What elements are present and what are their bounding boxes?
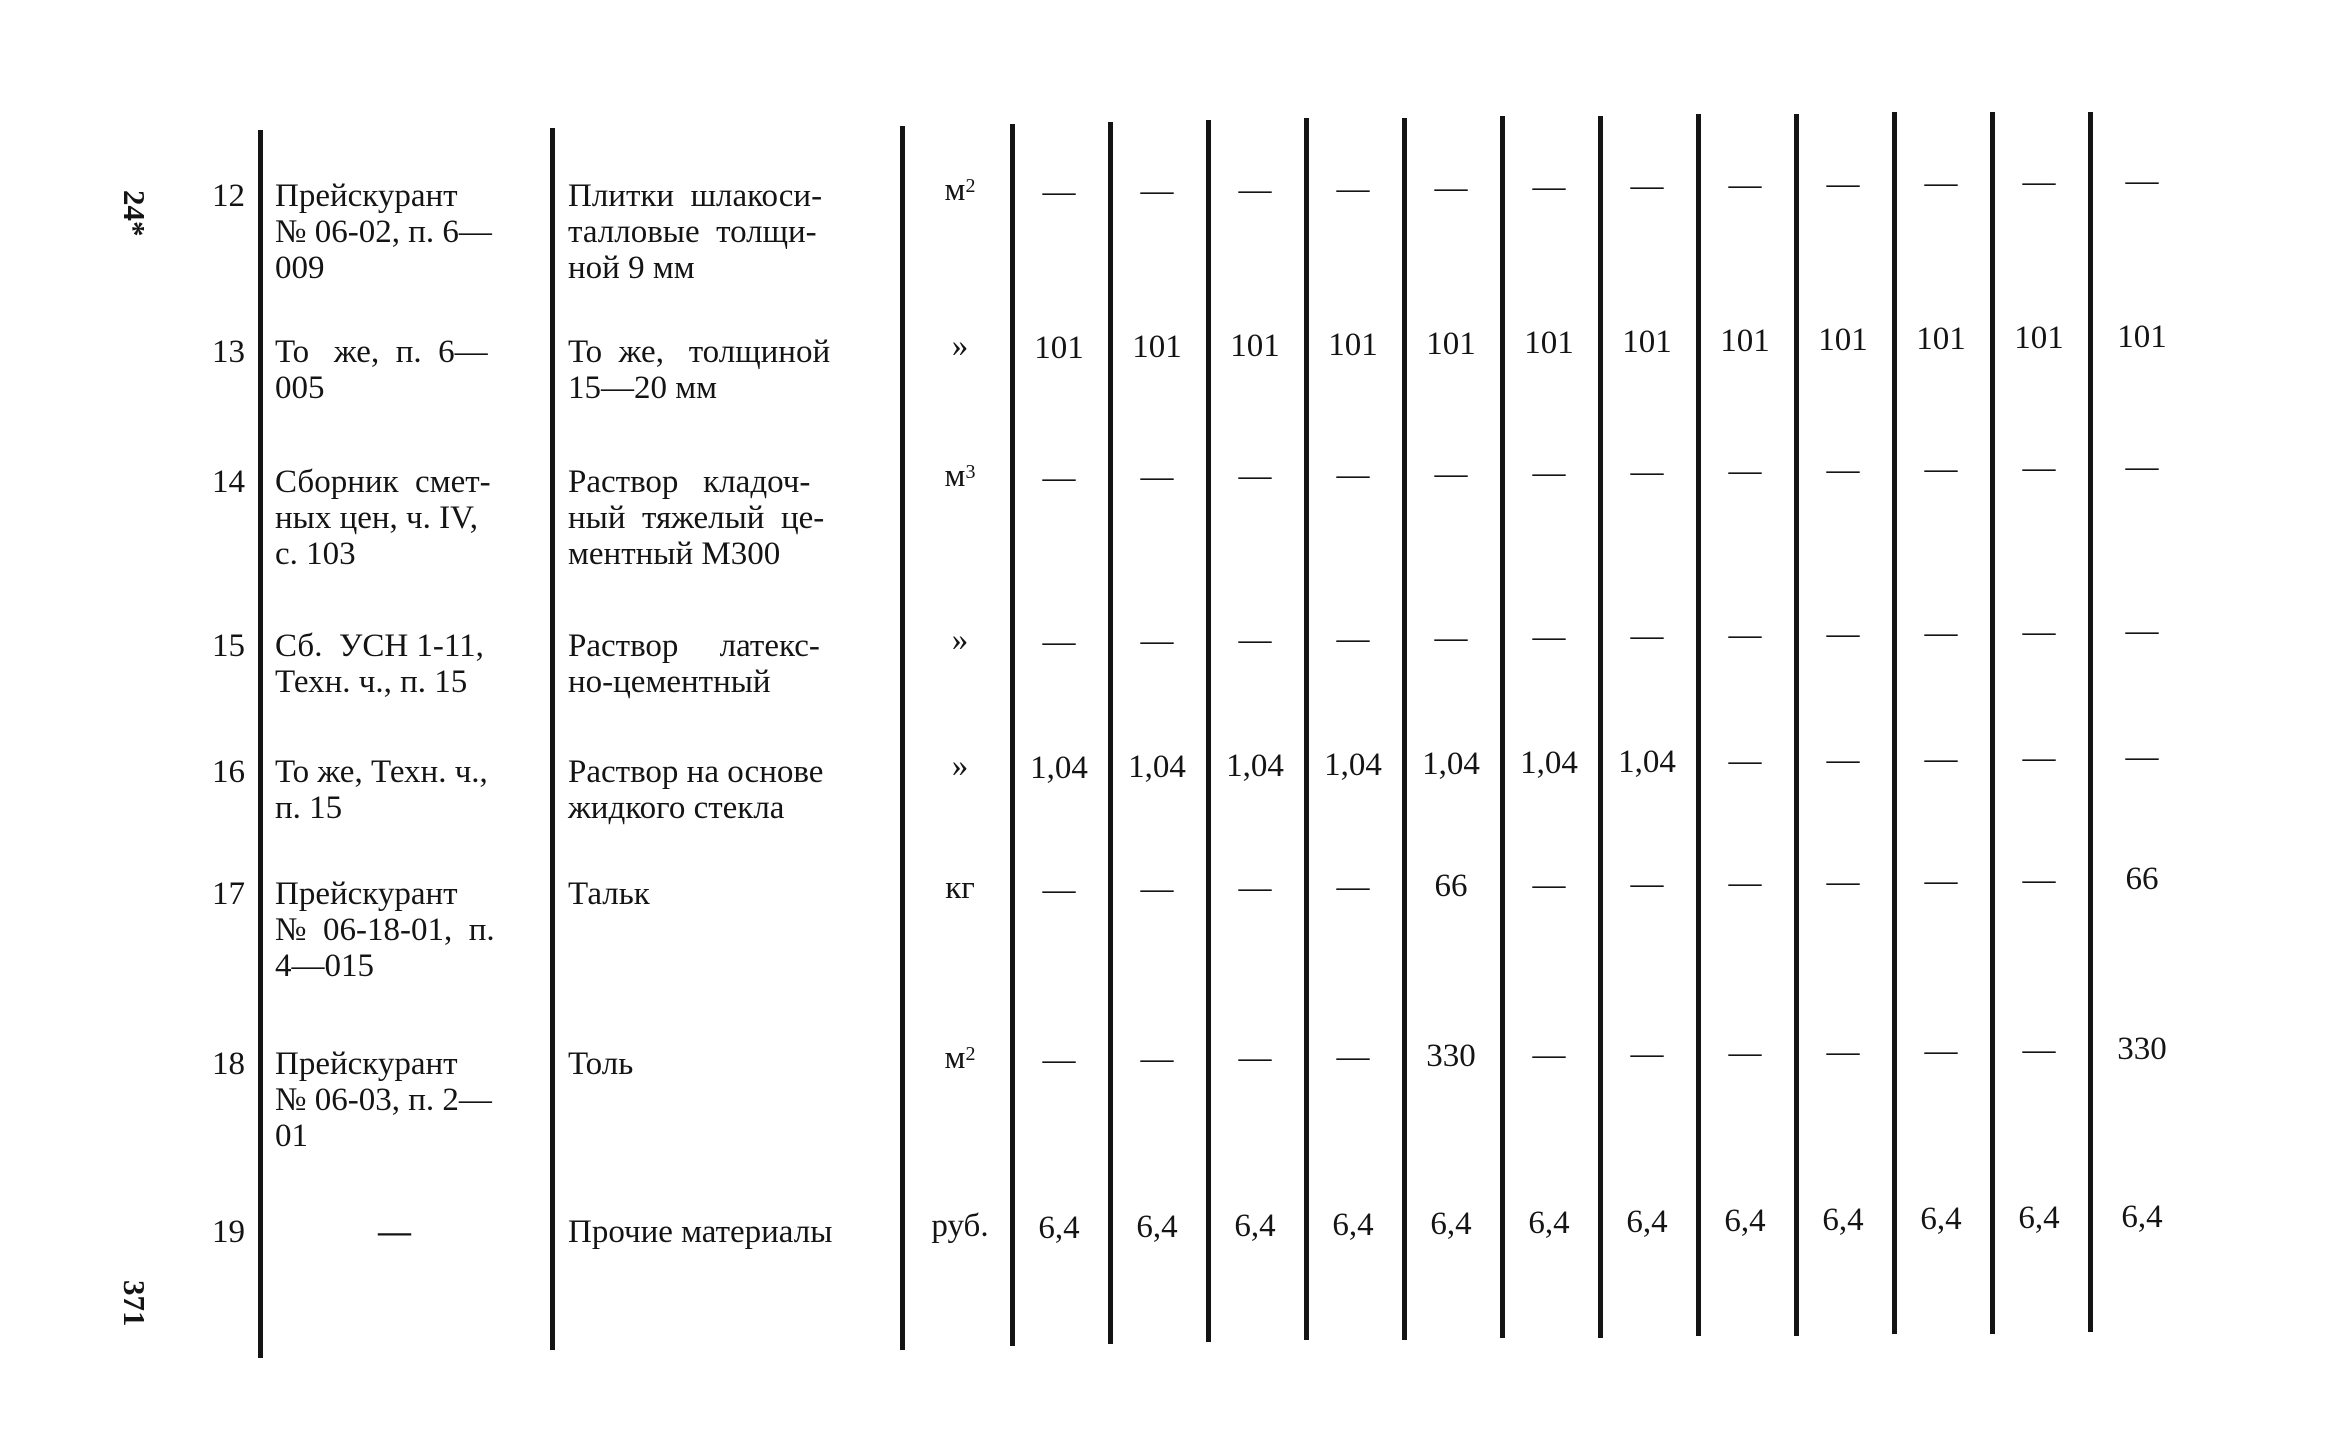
column-rule <box>1108 122 1113 1344</box>
row-value-cell: — <box>1924 1033 1958 1069</box>
row-value-cell: 101 <box>1622 324 1672 360</box>
row-value-cell: 6,4 <box>1920 1201 1962 1237</box>
row-value-cell: 101 <box>1132 329 1182 365</box>
row-name-line: Раствор на основе <box>568 754 824 790</box>
margin-mark-top: 24* <box>117 190 152 237</box>
row-unit: кг <box>945 870 975 906</box>
row-value-cell: — <box>1924 741 1958 777</box>
row-source-line: Прейскурант <box>275 1046 458 1082</box>
row-value-cell: — <box>1826 864 1860 900</box>
row-value-cell: — <box>1532 169 1566 205</box>
row-number: 15 <box>212 628 245 664</box>
row-value-cell: — <box>1826 452 1860 488</box>
row-value-cell: — <box>1140 459 1174 495</box>
row-value-cell: — <box>1238 622 1272 658</box>
row-value-cell: — <box>1042 1042 1076 1078</box>
row-value-cell: — <box>2125 739 2159 775</box>
margin-mark-bottom: 371 <box>117 1280 152 1327</box>
row-value-cell: — <box>1532 619 1566 655</box>
row-value-cell: — <box>1728 167 1762 203</box>
column-rule <box>1500 116 1505 1338</box>
row-value-cell: — <box>1728 453 1762 489</box>
row-source-line: Сборник смет- <box>275 464 491 500</box>
row-value-cell: 330 <box>1426 1038 1476 1074</box>
row-source-line: 009 <box>275 250 325 286</box>
row-value-cell: 101 <box>1034 330 1084 366</box>
row-value-cell: — <box>1630 618 1664 654</box>
row-value-cell: — <box>2125 613 2159 649</box>
row-value-cell: — <box>1630 1036 1664 1072</box>
row-value-cell: — <box>2022 1032 2056 1068</box>
row-value-cell: — <box>1532 455 1566 491</box>
row-value-cell: 330 <box>2117 1031 2167 1067</box>
column-rule <box>550 128 555 1350</box>
row-name-line: ментный М300 <box>568 536 781 572</box>
row-unit: » <box>951 748 969 784</box>
row-value-cell: — <box>1336 171 1370 207</box>
row-value-cell: — <box>1532 1037 1566 1073</box>
row-source-line: — <box>378 1214 411 1250</box>
row-number: 16 <box>212 754 245 790</box>
row-value-cell: 6,4 <box>1136 1209 1178 1245</box>
row-value-cell: 6,4 <box>2121 1199 2163 1235</box>
column-rule <box>1598 116 1603 1338</box>
column-rule <box>1402 118 1407 1340</box>
row-number: 12 <box>212 178 245 214</box>
row-value-cell: — <box>2125 449 2159 485</box>
row-unit: » <box>951 328 969 364</box>
row-source-line: ных цен, ч. IV, <box>275 500 478 536</box>
row-value-cell: 1,04 <box>1226 748 1284 784</box>
row-source-line: 005 <box>275 370 325 406</box>
row-unit: $м^2$ <box>944 172 976 208</box>
row-value-cell: — <box>1336 869 1370 905</box>
row-value-cell: 66 <box>2125 861 2159 897</box>
row-name-line: Раствор кладоч- <box>568 464 811 500</box>
row-name-line: жидкого стекла <box>568 790 785 826</box>
row-number: 17 <box>212 876 245 912</box>
row-value-cell: — <box>2022 164 2056 200</box>
row-value-cell: 6,4 <box>1528 1205 1570 1241</box>
row-number: 19 <box>212 1214 245 1250</box>
row-name-line: Тальк <box>568 876 650 912</box>
row-unit: $м^2$ <box>944 1040 976 1076</box>
row-value-cell: 101 <box>1916 321 1966 357</box>
row-name-line: 15—20 мм <box>568 370 718 406</box>
row-value-cell: 1,04 <box>1324 747 1382 783</box>
row-unit: » <box>951 622 969 658</box>
row-value-cell: — <box>1630 454 1664 490</box>
row-unit: $м^3$ <box>944 458 976 494</box>
row-value-cell: — <box>1630 866 1664 902</box>
row-name-line: ной 9 мм <box>568 250 695 286</box>
row-source-line: 01 <box>275 1118 308 1154</box>
row-name-line: ный тяжелый це- <box>568 500 825 536</box>
row-value-cell: 101 <box>1230 328 1280 364</box>
column-rule <box>1304 118 1309 1340</box>
row-number: 13 <box>212 334 245 370</box>
row-source-line: Прейскурант <box>275 178 458 214</box>
row-value-cell: — <box>1140 1041 1174 1077</box>
row-value-cell: 1,04 <box>1422 746 1480 782</box>
row-value-cell: — <box>1140 871 1174 907</box>
row-value-cell: 101 <box>1524 325 1574 361</box>
row-value-cell: 101 <box>1328 327 1378 363</box>
row-value-cell: — <box>1924 451 1958 487</box>
column-rule <box>1696 114 1701 1336</box>
row-value-cell: — <box>2022 450 2056 486</box>
row-value-cell: — <box>1728 1035 1762 1071</box>
column-rule <box>2088 112 2093 1332</box>
row-value-cell: — <box>1238 870 1272 906</box>
row-value-cell: 6,4 <box>1626 1204 1668 1240</box>
row-value-cell: — <box>2022 862 2056 898</box>
row-source-line: Техн. ч., п. 15 <box>275 664 468 700</box>
row-value-cell: — <box>1336 621 1370 657</box>
row-value-cell: — <box>1336 1039 1370 1075</box>
row-name-line: Прочие материалы <box>568 1214 833 1250</box>
column-rule <box>258 130 263 1358</box>
row-source-line: Сб. УСН 1-11, <box>275 628 484 664</box>
row-value-cell: — <box>2125 163 2159 199</box>
row-value-cell: — <box>1238 1040 1272 1076</box>
row-number: 18 <box>212 1046 245 1082</box>
row-value-cell: 6,4 <box>1038 1210 1080 1246</box>
row-source-line: Прейскурант <box>275 876 458 912</box>
row-value-cell: — <box>1728 743 1762 779</box>
row-source-line: с. 103 <box>275 536 356 572</box>
row-value-cell: 1,04 <box>1618 744 1676 780</box>
row-value-cell: — <box>1826 1034 1860 1070</box>
row-value-cell: — <box>1042 460 1076 496</box>
row-value-cell: — <box>1238 458 1272 494</box>
row-value-cell: — <box>2022 614 2056 650</box>
row-value-cell: — <box>1924 863 1958 899</box>
row-value-cell: 101 <box>1818 322 1868 358</box>
row-value-cell: 1,04 <box>1128 749 1186 785</box>
row-value-cell: — <box>1434 620 1468 656</box>
row-value-cell: 101 <box>1426 326 1476 362</box>
row-value-cell: — <box>1728 865 1762 901</box>
row-value-cell: — <box>1140 623 1174 659</box>
row-value-cell: — <box>1826 166 1860 202</box>
row-value-cell: — <box>1630 168 1664 204</box>
column-rule <box>1206 120 1211 1342</box>
row-value-cell: — <box>2022 740 2056 776</box>
row-source-line: п. 15 <box>275 790 343 826</box>
row-value-cell: — <box>1924 615 1958 651</box>
row-source-line: № 06-02, п. 6— <box>275 214 492 250</box>
column-rule <box>900 126 905 1350</box>
row-value-cell: — <box>1140 173 1174 209</box>
row-name-line: Раствор латекс- <box>568 628 820 664</box>
row-source-line: 4—015 <box>275 948 374 984</box>
row-source-line: То же, п. 6— <box>275 334 488 370</box>
row-source-line: № 06-03, п. 2— <box>275 1082 492 1118</box>
row-value-cell: — <box>1042 872 1076 908</box>
row-number: 14 <box>212 464 245 500</box>
row-value-cell: — <box>1238 172 1272 208</box>
column-rule <box>1010 124 1015 1346</box>
row-value-cell: 101 <box>2014 320 2064 356</box>
row-value-cell: — <box>1924 165 1958 201</box>
row-name-line: но-цементный <box>568 664 771 700</box>
row-value-cell: — <box>1826 616 1860 652</box>
row-value-cell: — <box>1434 456 1468 492</box>
row-value-cell: — <box>1042 624 1076 660</box>
row-value-cell: 66 <box>1434 868 1468 904</box>
row-value-cell: 1,04 <box>1030 750 1088 786</box>
row-value-cell: 1,04 <box>1520 745 1578 781</box>
column-rule <box>1892 112 1897 1334</box>
row-value-cell: — <box>1434 170 1468 206</box>
row-value-cell: — <box>1826 742 1860 778</box>
row-value-cell: 6,4 <box>1724 1203 1766 1239</box>
row-name-line: талловые толщи- <box>568 214 817 250</box>
row-name-line: Плитки шлакоси- <box>568 178 823 214</box>
row-value-cell: 6,4 <box>1332 1207 1374 1243</box>
row-value-cell: — <box>1728 617 1762 653</box>
row-value-cell: 6,4 <box>1234 1208 1276 1244</box>
row-source-line: № 06-18-01, п. <box>275 912 495 948</box>
row-value-cell: — <box>1042 174 1076 210</box>
row-name-line: Толь <box>568 1046 634 1082</box>
row-source-line: То же, Техн. ч., <box>275 754 488 790</box>
row-value-cell: — <box>1532 867 1566 903</box>
column-rule <box>1794 114 1799 1336</box>
row-name-line: То же, толщиной <box>568 334 831 370</box>
row-value-cell: 6,4 <box>1430 1206 1472 1242</box>
row-unit: руб. <box>931 1208 989 1244</box>
row-value-cell: 101 <box>2117 319 2167 355</box>
row-value-cell: 6,4 <box>1822 1202 1864 1238</box>
row-value-cell: 6,4 <box>2018 1200 2060 1236</box>
column-rule <box>1990 112 1995 1334</box>
row-value-cell: 101 <box>1720 323 1770 359</box>
row-value-cell: — <box>1336 457 1370 493</box>
